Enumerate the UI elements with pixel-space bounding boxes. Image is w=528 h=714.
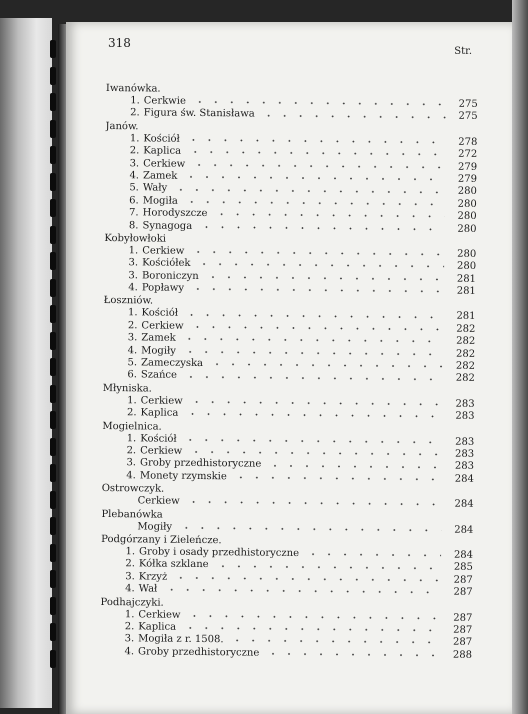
binding-stitch bbox=[50, 146, 56, 164]
binding-stitch bbox=[50, 385, 56, 403]
dot-leader bbox=[183, 439, 443, 444]
dot-leader bbox=[188, 451, 442, 456]
entry-label: Groby przedhistoryczne bbox=[139, 457, 262, 471]
binding-stitch bbox=[50, 597, 56, 615]
page-column-header: Str. bbox=[454, 46, 472, 57]
dot-leader bbox=[205, 276, 444, 281]
binding-stitch bbox=[50, 173, 56, 191]
dot-leader bbox=[183, 375, 443, 380]
dot-leader bbox=[190, 288, 444, 293]
entry-label: Wały bbox=[142, 182, 168, 194]
page-number: 318 bbox=[108, 36, 131, 50]
entry-label: Mogiły bbox=[137, 520, 173, 533]
entry-label: Kościół bbox=[143, 133, 180, 145]
entry-page-reference: 283 bbox=[455, 398, 475, 410]
entry-label: Figura św. Stanisława bbox=[143, 107, 255, 120]
entry-number: 2. bbox=[125, 558, 136, 570]
dot-leader bbox=[173, 577, 441, 582]
entry-page-reference: 272 bbox=[458, 148, 478, 161]
entry-label: Horodyszcze bbox=[142, 207, 208, 220]
entry-label: Cerkiew bbox=[142, 245, 185, 257]
entry-page-reference: 278 bbox=[458, 136, 478, 148]
entry-label: Szańce bbox=[140, 369, 178, 382]
entry-label: Zamek bbox=[141, 332, 176, 344]
entry-number: 4. bbox=[128, 282, 138, 294]
dot-leader bbox=[183, 176, 445, 181]
entry-label: Kaplica bbox=[140, 407, 179, 419]
entry-number: 4. bbox=[127, 344, 138, 356]
entry-label: Cerkiew bbox=[140, 395, 183, 407]
index-place-heading: Kobyłowłoki bbox=[104, 232, 167, 245]
dot-leader bbox=[265, 653, 440, 657]
dot-leader bbox=[215, 565, 441, 569]
entry-page-reference: 284 bbox=[454, 473, 474, 485]
binding-stitch bbox=[50, 464, 56, 482]
binding-stitch bbox=[50, 544, 56, 562]
entry-number: 1. bbox=[124, 608, 135, 620]
binding-stitch bbox=[50, 199, 56, 217]
entry-number: 3. bbox=[129, 157, 140, 169]
entry-page-reference: 275 bbox=[458, 98, 478, 110]
binding-stitch bbox=[50, 226, 56, 244]
entry-page-reference: 280 bbox=[456, 260, 477, 273]
dot-leader bbox=[187, 151, 445, 156]
entry-label: Cerkwie bbox=[143, 95, 186, 107]
dot-leader bbox=[163, 589, 440, 594]
entry-label: Groby i osady przedhistoryczne bbox=[139, 546, 300, 559]
entry-label: Kościółek bbox=[142, 257, 191, 270]
entry-label: Boroniczyn bbox=[141, 270, 199, 282]
entry-page-reference: 282 bbox=[455, 360, 476, 372]
entry-number: 4. bbox=[126, 470, 136, 482]
entry-number: 3. bbox=[125, 570, 135, 583]
entry-number: 6. bbox=[127, 369, 137, 381]
entry-label: Cerkiew bbox=[140, 445, 183, 457]
entry-page-reference: 283 bbox=[454, 461, 475, 473]
book-page bbox=[66, 22, 512, 714]
dot-leader bbox=[186, 139, 446, 144]
binding-stitch bbox=[50, 67, 56, 85]
entry-page-reference: 281 bbox=[456, 311, 476, 323]
entry-number: 1. bbox=[129, 133, 140, 145]
dot-leader bbox=[189, 401, 443, 406]
index-place-heading: Iwanówka. bbox=[105, 82, 161, 95]
dot-leader bbox=[230, 640, 441, 644]
entry-number: 3. bbox=[127, 332, 138, 344]
dot-leader bbox=[305, 553, 441, 556]
dot-leader bbox=[196, 263, 444, 268]
entry-label: Groby przedhistoryczne bbox=[137, 646, 260, 659]
entry-label: Cerkiew bbox=[141, 320, 184, 332]
binding-stitch bbox=[50, 517, 56, 535]
entry-number: 2. bbox=[127, 320, 138, 332]
entry-number: 5. bbox=[127, 357, 138, 369]
index-place-heading: Ostrowczyk. bbox=[101, 483, 165, 495]
binding-stitch bbox=[50, 623, 56, 641]
dot-leader bbox=[182, 338, 444, 343]
entry-page-reference: 287 bbox=[453, 624, 473, 636]
entry-page-reference: 287 bbox=[453, 574, 473, 586]
entry-page-reference: 282 bbox=[455, 373, 475, 385]
entry-number: 1. bbox=[125, 546, 136, 558]
entry-page-reference: 283 bbox=[454, 448, 475, 460]
binding-stitch bbox=[50, 358, 56, 376]
entry-page-reference: 281 bbox=[456, 273, 477, 285]
entry-page-reference: 283 bbox=[455, 410, 475, 423]
binding-stitch bbox=[50, 252, 56, 270]
dot-leader bbox=[233, 476, 442, 480]
entry-number: 7. bbox=[129, 207, 139, 219]
entry-number: 2. bbox=[126, 445, 137, 457]
entry-page-reference: 280 bbox=[457, 223, 477, 235]
index-place-heading: Mogielnica. bbox=[102, 420, 162, 433]
binding-stitch bbox=[50, 650, 56, 668]
entry-label: Cerkiew bbox=[143, 157, 186, 170]
entry-number: 2. bbox=[130, 107, 140, 119]
entry-number: 2. bbox=[129, 145, 140, 157]
index-place-heading: Plebanówka bbox=[101, 508, 163, 521]
entry-page-reference: 282 bbox=[456, 335, 476, 348]
entry-page-reference: 287 bbox=[452, 636, 473, 649]
index-place-heading: Podgórzany i Zieleńcze. bbox=[101, 533, 222, 547]
dot-leader bbox=[209, 363, 443, 367]
dot-leader bbox=[261, 114, 446, 118]
binding-stitch bbox=[50, 332, 56, 350]
entry-page-reference: 283 bbox=[455, 436, 475, 448]
entry-page-reference: 280 bbox=[457, 198, 477, 210]
binding-stitch bbox=[50, 411, 56, 429]
index-place-heading: Janów. bbox=[105, 120, 139, 133]
dot-leader bbox=[267, 464, 442, 468]
entry-label: Kółka szklane bbox=[138, 558, 209, 571]
entry-label: Zameczyska bbox=[141, 357, 204, 370]
dot-leader bbox=[184, 201, 445, 206]
entry-page-reference: 282 bbox=[456, 323, 476, 335]
entry-page-reference: 279 bbox=[457, 173, 478, 185]
dot-leader bbox=[198, 226, 444, 231]
binding-stitch bbox=[50, 305, 56, 323]
entry-label: Monety rzymskie bbox=[139, 470, 227, 483]
entry-number: 2. bbox=[124, 621, 135, 633]
binding-stitch bbox=[50, 93, 56, 111]
entry-page-reference: 280 bbox=[457, 210, 477, 223]
dot-leader bbox=[182, 351, 443, 356]
entry-label: Popławy bbox=[141, 282, 185, 294]
dot-leader bbox=[184, 413, 442, 418]
entry-page-reference: 287 bbox=[453, 612, 473, 624]
binding-stitch bbox=[50, 438, 56, 456]
entry-number: 1. bbox=[128, 245, 139, 257]
dot-leader bbox=[187, 615, 441, 620]
entry-number: 3. bbox=[128, 257, 139, 269]
entry-number: 3. bbox=[124, 633, 135, 645]
entry-number: 4. bbox=[125, 583, 135, 595]
dot-leader bbox=[186, 501, 442, 506]
entry-label: Kościół bbox=[140, 432, 177, 445]
dot-leader bbox=[190, 326, 444, 331]
dot-leader bbox=[182, 627, 440, 632]
entry-number: 5. bbox=[129, 182, 139, 194]
index-list bbox=[100, 82, 478, 662]
entry-number: 4. bbox=[124, 645, 135, 657]
binding-stitch bbox=[50, 491, 56, 509]
entry-number: 1. bbox=[127, 395, 137, 407]
index-place-heading: Podhajczyki. bbox=[100, 596, 164, 609]
binding-stitch bbox=[50, 570, 56, 588]
index-place-heading: Młyniska. bbox=[102, 382, 152, 395]
entry-label: Zamek bbox=[142, 170, 178, 182]
entry-label: Cerkiew bbox=[137, 495, 180, 507]
entry-page-reference: 284 bbox=[453, 549, 474, 561]
entry-label: Wał bbox=[138, 583, 158, 595]
entry-label: Kościół bbox=[141, 307, 179, 320]
entry-page-reference: 280 bbox=[457, 186, 477, 198]
entry-number: 3. bbox=[126, 457, 137, 469]
page-stack-edge bbox=[512, 0, 528, 714]
entry-number: 6. bbox=[129, 194, 139, 207]
dot-leader bbox=[190, 251, 444, 256]
entry-number: 1. bbox=[130, 95, 140, 107]
entry-number: 8. bbox=[128, 219, 139, 231]
entry-number: 2. bbox=[126, 407, 137, 419]
entry-page-reference: 282 bbox=[456, 348, 476, 360]
entry-label: Cerkiew bbox=[138, 608, 181, 621]
entry-number: 4. bbox=[129, 170, 140, 182]
entry-label: Krzyż bbox=[138, 571, 168, 583]
entry-page-reference: 284 bbox=[454, 524, 474, 536]
entry-page-reference: 288 bbox=[452, 649, 473, 661]
entry-number: 1. bbox=[127, 307, 138, 319]
dot-leader bbox=[191, 164, 445, 169]
entry-label: Mogiły bbox=[141, 345, 177, 357]
entry-page-reference: 281 bbox=[456, 285, 476, 297]
index-place-heading: Łoszniów. bbox=[103, 295, 154, 307]
binding-stitch bbox=[50, 40, 56, 58]
entry-label: Mogiła bbox=[142, 195, 178, 207]
entry-page-reference: 284 bbox=[454, 498, 474, 511]
entry-page-reference: 287 bbox=[453, 586, 473, 598]
dot-leader bbox=[173, 188, 445, 193]
entry-label: Mogiła z r. 1508. bbox=[138, 633, 224, 646]
dot-leader bbox=[184, 313, 444, 318]
entry-label: Synagoga bbox=[142, 219, 193, 232]
entry-number: 1. bbox=[126, 432, 137, 444]
entry-label: Kaplica bbox=[143, 145, 182, 157]
binding-stitch bbox=[50, 279, 56, 297]
binding-stitch bbox=[50, 120, 56, 138]
entry-number: 3. bbox=[128, 269, 139, 282]
entry-page-reference: 275 bbox=[458, 111, 478, 123]
entry-page-reference: 280 bbox=[457, 248, 477, 260]
dot-leader bbox=[192, 101, 446, 106]
entry-page-reference: 279 bbox=[457, 161, 478, 173]
index-entry bbox=[100, 646, 472, 662]
entry-label: Kaplica bbox=[138, 621, 177, 633]
dot-leader bbox=[213, 213, 444, 217]
dot-leader bbox=[178, 527, 441, 532]
entry-page-reference: 285 bbox=[453, 561, 473, 574]
